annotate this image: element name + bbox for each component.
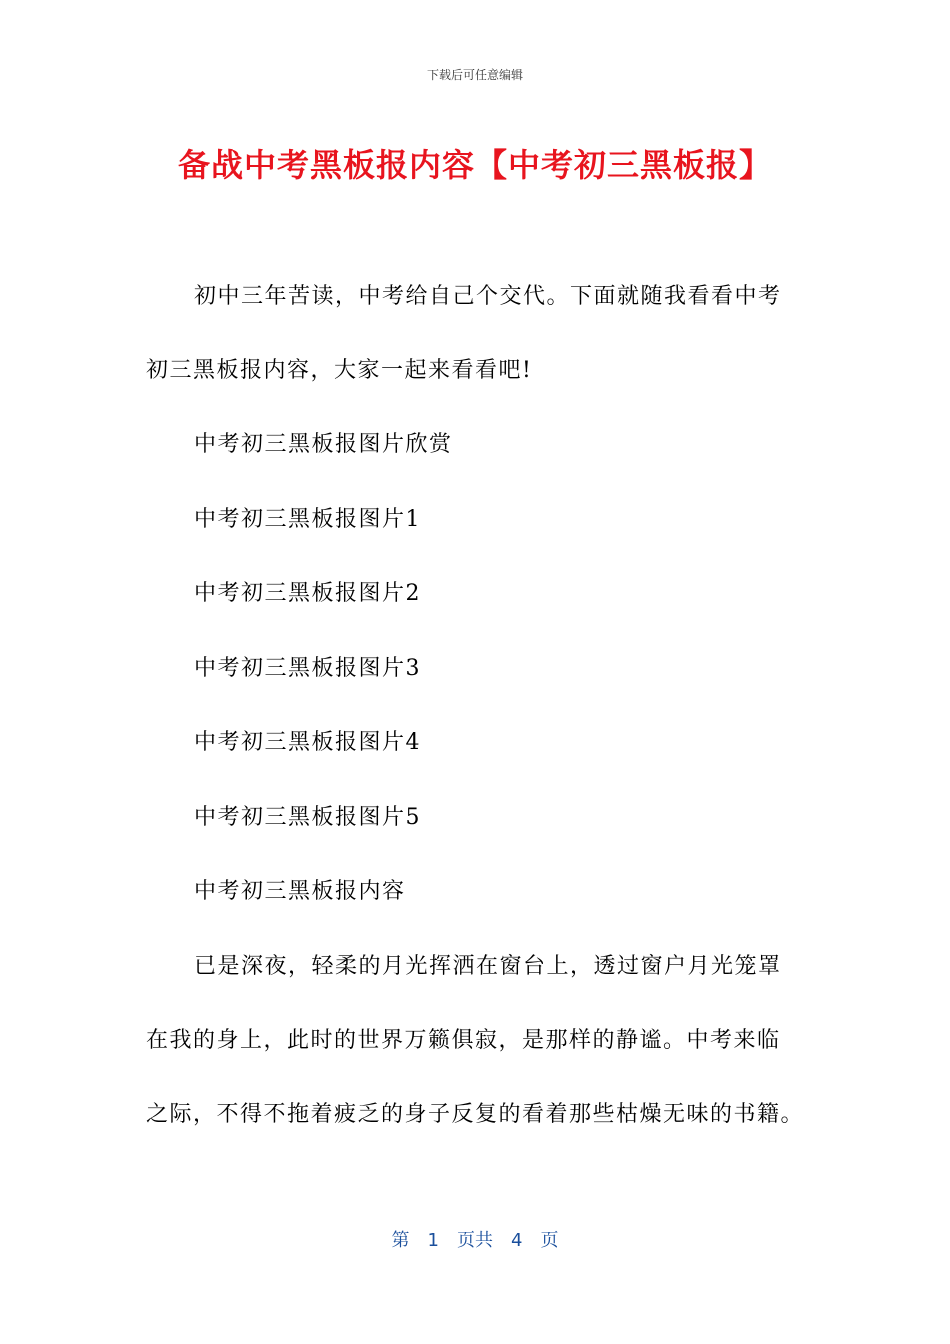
- image-caption: 中考初三黑板报图片2: [194, 581, 421, 606]
- paragraph-line: 初三黑板报内容，大家一起来看看吧!: [146, 358, 533, 383]
- paragraph-line: 初中三年苦读，中考给自己个交代。下面就随我看看中考: [194, 284, 782, 309]
- image-caption: 中考初三黑板报图片3: [194, 656, 421, 681]
- page-header-note: 下载后可任意编辑: [426, 68, 523, 82]
- current-page-number: 1: [427, 1230, 439, 1251]
- image-caption: 中考初三黑板报图片5: [194, 805, 421, 830]
- paragraph-line: 在我的身上，此时的世界万籁俱寂，是那样的静谧。中考来临: [146, 1028, 781, 1053]
- total-pages-number: 4: [511, 1230, 523, 1251]
- page-label-suffix: 页: [540, 1230, 559, 1251]
- section-heading: 中考初三黑板报内容: [194, 879, 406, 904]
- page-footer: [0, 1226, 950, 1252]
- section-heading: 中考初三黑板报图片欣赏: [194, 432, 453, 457]
- paragraph-line: 之际，不得不拖着疲乏的身子反复的看着那些枯燥无味的书籍。: [146, 1102, 805, 1127]
- image-caption: 中考初三黑板报图片1: [194, 507, 421, 532]
- page-label-prefix: 第: [391, 1230, 410, 1251]
- document-title: 备战中考黑板报内容【中考初三黑板报】: [177, 146, 772, 184]
- page-label-mid: 页共: [457, 1230, 493, 1251]
- image-caption: 中考初三黑板报图片4: [194, 730, 421, 755]
- paragraph-line: 已是深夜，轻柔的月光挥洒在窗台上，透过窗户月光笼罩: [194, 954, 782, 979]
